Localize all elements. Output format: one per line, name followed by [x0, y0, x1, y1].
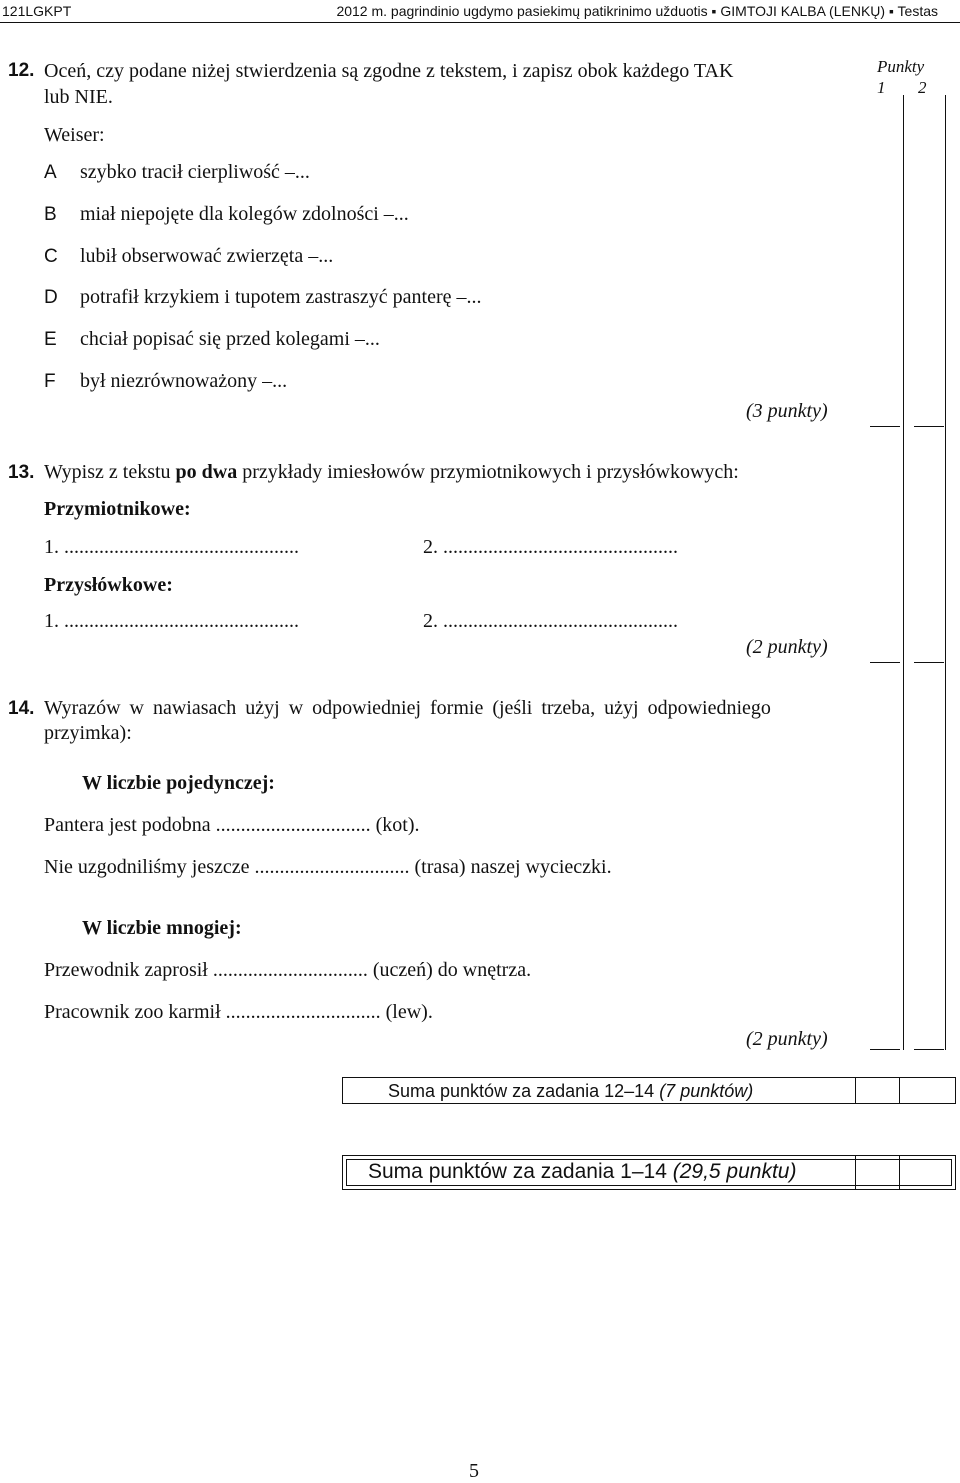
sum-box-divider: [855, 1077, 856, 1104]
score-blank[interactable]: [870, 662, 900, 663]
q13-points: (2 punkty): [746, 636, 828, 658]
q14-number: 14.: [8, 698, 35, 719]
q12-number: 12.: [8, 60, 35, 81]
q13-prompt-emphasis: po dwa: [175, 461, 238, 483]
sum-box-divider: [855, 1155, 856, 1190]
page-number: 5: [469, 1460, 479, 1482]
q14-prompt-line2: przyimka):: [44, 722, 132, 744]
q12-points: (3 punkty): [746, 400, 828, 422]
q12-item-letter: E: [44, 329, 57, 350]
score-blank[interactable]: [870, 1049, 900, 1050]
q13-adjectival-answer-2[interactable]: 2. ...............................................: [423, 536, 678, 558]
points-column-1-label: 1: [877, 78, 886, 97]
q12-item-text: lubił obserwować zwierzęta –...: [80, 245, 334, 267]
score-blank[interactable]: [914, 662, 944, 663]
q12-item-letter: C: [44, 246, 58, 267]
q12-item-letter: F: [44, 371, 56, 392]
sum-label-1-14: [368, 1160, 796, 1184]
exam-code: 121LGKPT: [2, 3, 72, 19]
q14-sentence[interactable]: Pantera jest podobna ............................... (kot).: [44, 814, 420, 836]
sum-label-points: (7 punktów): [659, 1081, 754, 1101]
q12-item-letter: A: [44, 162, 57, 183]
points-column-divider-right: [945, 95, 946, 1050]
sum-label-points: (29,5 punktu): [672, 1160, 797, 1183]
q13-prompt-pre: Wypisz z tekstu: [44, 461, 176, 483]
q14-plural-label: W liczbie mnogiej:: [82, 917, 242, 939]
q12-item-text: chciał popisać się przed kolegami –...: [80, 328, 380, 350]
points-column-divider-left: [903, 95, 904, 1050]
score-blank[interactable]: [914, 1049, 944, 1050]
q13-adjectival-answer-1[interactable]: 1. ...............................................: [44, 536, 299, 558]
sum-box-divider: [899, 1155, 900, 1190]
q13-adjectival-label: Przymiotnikowe:: [44, 498, 191, 520]
sum-label-text: Suma punktów za zadania 12–14: [388, 1081, 660, 1101]
score-blank[interactable]: [914, 426, 944, 427]
score-blank[interactable]: [870, 426, 900, 427]
q12-item-letter: B: [44, 204, 57, 225]
points-column-label: Punkty: [877, 57, 925, 76]
q14-sentence[interactable]: Pracownik zoo karmił ............................... (lew).: [44, 1001, 433, 1023]
q12-item-letter: D: [44, 287, 58, 308]
points-column-2-label: 2: [918, 78, 927, 97]
q13-number: 13.: [8, 462, 35, 483]
sum-label-text: Suma punktów za zadania 1–14: [368, 1160, 673, 1183]
sum-label-12-14: [388, 1081, 753, 1102]
q12-prompt-line2: lub NIE.: [44, 86, 113, 108]
q14-points: (2 punkty): [746, 1028, 828, 1050]
q12-item-text: potrafił krzykiem i tupotem zastraszyć panterę –...: [80, 286, 482, 308]
q13-prompt: [44, 461, 739, 484]
q14-singular-label: W liczbie pojedynczej:: [82, 772, 275, 794]
q13-adverbial-answer-2[interactable]: 2. ...............................................: [423, 610, 678, 632]
q13-prompt-post: przykłady imiesłowów przymiotnikowych i przysłówkowych:: [237, 461, 739, 483]
q12-item-text: był niezrównoważony –...: [80, 370, 288, 392]
q12-subject: Weiser:: [44, 124, 105, 146]
q13-adverbial-label: Przysłówkowe:: [44, 574, 173, 596]
q14-sentence[interactable]: Nie uzgodniliśmy jeszcze ............................... (trasa) naszej wycieczki.: [44, 856, 612, 878]
q12-prompt-line1: Oceń, czy podane niżej stwierdzenia są zgodne z tekstem, i zapisz obok każdego TAK: [44, 60, 734, 82]
q14-sentence[interactable]: Przewodnik zaprosił ............................... (uczeń) do wnętrza.: [44, 959, 532, 981]
q13-adverbial-answer-1[interactable]: 1. ...............................................: [44, 610, 299, 632]
exam-title: 2012 m. pagrindinio ugdymo pasiekimų patikrinimo užduotis ▪ GIMTOJI KALBA (LENKŲ) ▪ Testas: [336, 3, 938, 19]
header-divider: [0, 22, 960, 23]
q12-item-text: miał niepojęte dla kolegów zdolności –...: [80, 203, 409, 225]
q14-prompt-line1: Wyrazów w nawiasach użyj w odpowiedniej formie (jeśli trzeba, użyj odpowiedniego: [44, 697, 771, 719]
q12-item-text: szybko tracił cierpliwość –...: [80, 161, 310, 183]
sum-box-divider: [899, 1077, 900, 1104]
